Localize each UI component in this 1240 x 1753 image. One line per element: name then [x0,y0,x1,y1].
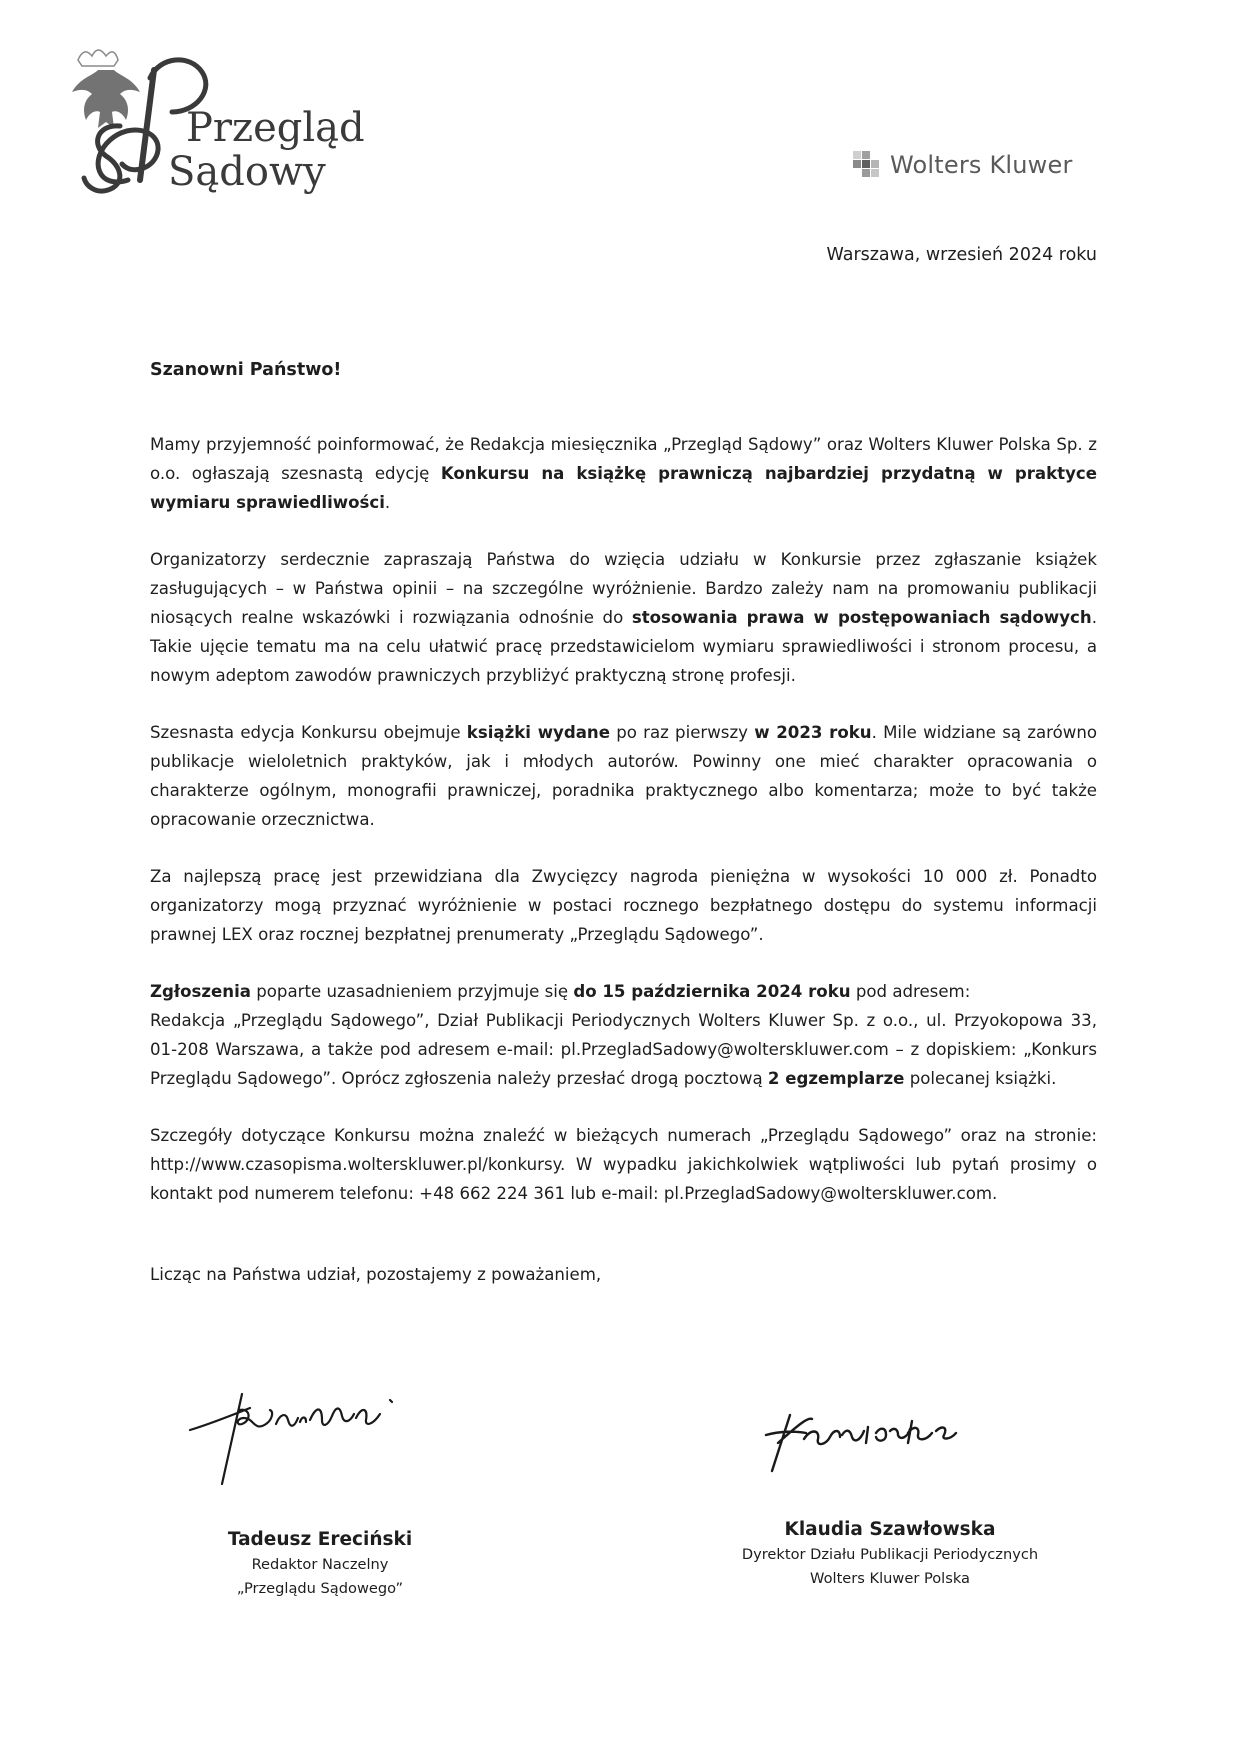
p1-text-a: Mamy przyjemność poinformować, że Redakcja miesięcznika „Przegląd Sądowy” oraz Wolters Kluwer Polska Sp. z o.o. ogłaszają szesnastą edycję [150,435,1097,483]
letter-date: Warszawa, wrzesień 2024 roku [826,245,1097,265]
paragraph-prize: Za najlepszą pracę jest przewidziana dla Zwycięzcy nagroda pieniężna w wysokości 10 000 zł. Ponadto organizatorzy mogą przyznać wyróżnienie w postaci rocznego bezpłatnego dostępu do systemu informacji prawnej LEX oraz rocznej bezpłatnej prenumeraty „Przeglądu Sądowego”. [150,867,1097,944]
p5-text-b: poparte uzasadnieniem przyjmuje się [250,982,574,1001]
p5-emphasis-deadline: do 15 października 2024 roku [573,982,851,1001]
signer-2-name: Klaudia Szawłowska [784,1519,996,1540]
p2-emphasis: stosowania prawa w postępowaniach sądowych [631,608,1092,627]
p3-text-a: Szesnasta edycja Konkursu obejmuje [150,723,467,742]
p3-emphasis-year: w 2023 roku [754,723,872,742]
p3-text-c: po raz pierwszy [610,723,755,742]
paragraph-details: Szczegóły dotyczące Konkursu można znaleźć w bieżących numerach „Przeglądu Sądowego” oraz na stronie: http://www.czasopisma.wolterskluwer.pl/konkursy. W wypadku jakichkolwiek wątpliwości lub pytań prosimy o kontakt pod numerem telefonu: +48 662 224 361 lub e-mail: pl.PrzegladSadowy@wolterskluwer.com. [150,1126,1097,1203]
p5-emphasis-copies: 2 egzemplarze [767,1069,905,1088]
p1-text-c: . [384,493,391,512]
signature-1-image [180,1370,440,1490]
contest-name: Konkursu na książkę prawniczą najbardziej przydatną w praktyce wymiaru sprawiedliwości [150,464,1097,512]
wolters-kluwer-text: Wolters Kluwer [890,151,1073,179]
logo-text-przeglad: Przegląd [186,105,365,151]
signature-2-image [760,1395,1000,1485]
wolters-kluwer-logo [852,148,1073,182]
wolters-kluwer-mark-icon [852,150,882,180]
letter-body [150,430,1097,1236]
p3-text-e: . Mile widziane są zarówno publikacje wieloletnich praktyków, jak i młodych autorów. Powinny one mieć charakter opracowania o charakterze ogólnym, monografii prawniczej, poradnika praktycznego albo komentarza; może to być także opracowanie orzecznictwa. [150,723,1097,829]
logo-text-sadowy: Sądowy [168,149,326,195]
signer-1-role-line1: Redaktor Naczelny [251,1556,389,1573]
salutation: Szanowni Państwo! [150,360,342,380]
paragraph-announcement [150,430,1097,517]
signer-1 [170,1527,470,1601]
p2-text-c: . Takie ujęcie tematu ma na celu ułatwić pracę przedstawicielom wymiaru sprawiedliwości i stronom procesu, a nowym adeptom zawodów prawniczych przybliżyć praktyczną stronę profesji. [150,608,1097,685]
przeglad-sadowy-logo [58,30,365,205]
signer-2-role-line2: Wolters Kluwer Polska [810,1570,970,1587]
p5-text-d: pod adresem: [850,982,971,1001]
p3-emphasis-books: książki wydane [466,723,610,742]
p2-text-a: Organizatorzy serdecznie zapraszają Państwa do wzięcia udziału w Konkursie przez zgłaszanie książek zasługujących – w Państwa opinii – na szczególne wyróżnienie. Bardzo zależy nam na promowaniu publikacji niosących realne wskazówki i rozwiązania odnośnie do [150,550,1097,627]
paragraph-invitation [150,545,1097,690]
signer-2-role-line1: Dyrektor Działu Publikacji Periodycznych [741,1546,1039,1563]
signer-2 [680,1517,1100,1591]
paragraph-submissions [150,977,1097,1093]
paragraph-eligibility [150,718,1097,834]
p5-emphasis-submissions: Zgłoszenia [150,982,251,1001]
signer-1-role-line2: „Przeglądu Sądowego” [236,1580,404,1597]
p5-text-e: Redakcja „Przeglądu Sądowego”, Dział Publikacji Periodycznych Wolters Kluwer Sp. z o.o., ul. Przyokopowa 33, 01-208 Warszawa, a także pod adresem e-mail: pl.PrzegladSadowy@wolterskluwer.com – z dopiskiem: „Konkurs Przeglądu Sądowego”. Oprócz zgłoszenia należy przesłać drogą pocztową [150,1011,1097,1088]
closing-line: Licząc na Państwa udział, pozostajemy z poważaniem, [150,1265,602,1284]
p5-text-g: polecanej książki. [904,1069,1057,1088]
signer-1-name: Tadeusz Ereciński [227,1529,413,1550]
